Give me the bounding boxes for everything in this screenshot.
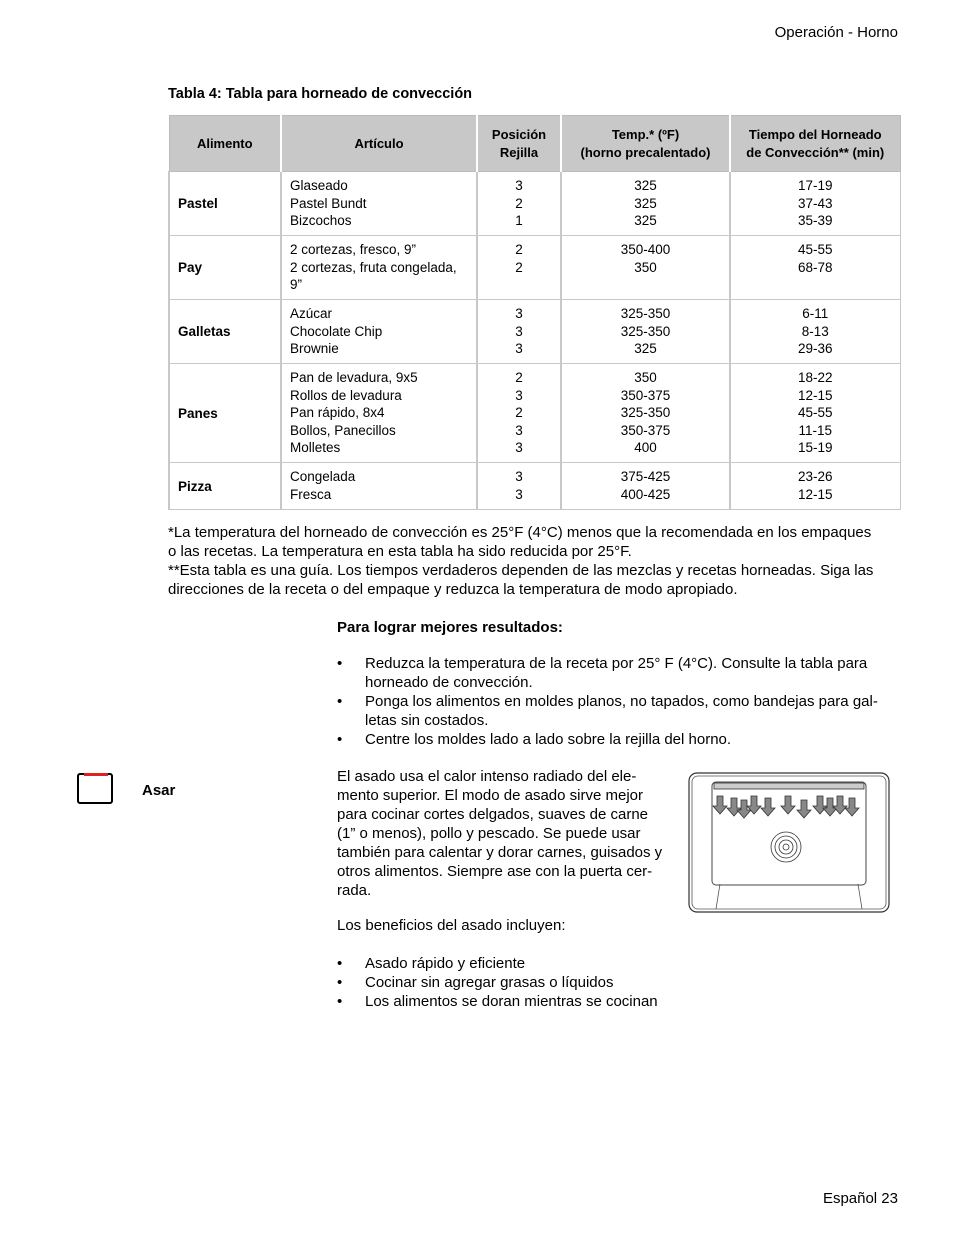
table-header-row [169,116,900,172]
broil-mode-icon [77,773,113,804]
table-row [169,463,900,510]
oven-broil-illustration [688,772,890,913]
time-cell: 18-22 12-15 45-55 11-15 15-19 [730,364,900,463]
footnote-guide: **Esta tabla es una guía. Los tiempos verdaderos dependen de las mezclas y recetas horneadas. Siga las direcciones de la receta o del empaque y reduzca la temperatura de modo apropiado. [168,562,874,598]
bullet-icon: • [337,655,343,672]
broil-indicator-bar [84,773,108,776]
food-cell: Pizza [169,463,281,510]
list-item: • Reduzca la temperatura de la receta por 25° F (4°C). Consulte la tabla para horneado de convección. [337,655,868,691]
item-cell: Azúcar Chocolate Chip Brownie [281,300,477,364]
page-footer: Español 23 [822,1190,898,1207]
footnote-temperature: *La temperatura del horneado de convección es 25°F (4°C) menos que la recomendada en los empaques o las recetas. La temperatura en esta tabla ha sido reducida por 25°F. [168,524,872,560]
item-cell: Pan de levadura, 9x5 Rollos de levadura Pan rápido, 8x4 Bollos, Panecillos Molletes [281,364,477,463]
temp-cell: 350 350-375 325-350 350-375 400 [561,364,730,463]
broil-benefits-title: Los beneficios del asado incluyen: [337,917,566,934]
bullet-icon: • [337,993,343,1010]
bullet-icon: • [337,731,343,748]
list-item: • Centre los moldes lado a lado sobre la rejilla del horno. [337,731,732,748]
bullet-icon: • [337,693,343,710]
list-item: • Asado rápido y eficiente [337,955,526,972]
page-header: Operación - Horno [774,24,898,41]
col-header-temp: Temp.* (ºF) (horno precalentado) [561,116,730,172]
table-row [169,172,900,236]
item-cell: Glaseado Pastel Bundt Bizcochos [281,172,477,236]
bullet-icon: • [337,955,343,972]
food-cell: Pastel [169,172,281,236]
table-row [169,300,900,364]
food-cell: Pay [169,236,281,300]
rack-cell: 3 3 [477,463,561,510]
tips-title: Para lograr mejores resultados: [337,619,563,636]
col-header-food: Alimento [169,116,281,172]
bullet-icon: • [337,974,343,991]
food-cell: Galletas [169,300,281,364]
rack-cell: 3 3 3 [477,300,561,364]
temp-cell: 350-400 350 [561,236,730,300]
list-item: • Ponga los alimentos en moldes planos, no tapados, como bandejas para gal- letas sin costados. [337,693,878,729]
temp-cell: 375-425 400-425 [561,463,730,510]
item-cell: 2 cortezas, fresco, 9” 2 cortezas, fruta congelada, 9” [281,236,477,300]
tips-list [337,654,901,749]
list-item: • Cocinar sin agregar grasas o líquidos [337,974,614,991]
broil-description: El asado usa el calor intenso radiado del ele- mento superior. El modo de asado sirve mejor para cocinar cortes delgados, suaves de carne (1” o menos), pollo y pescado. Se puede usar también para calentar y dorar carnes, guisados y otros alimentos. Siempre ase con la puerta cer- rada. [337,768,663,899]
broil-heading: Asar [142,782,176,799]
time-cell: 17-19 37-43 35-39 [730,172,900,236]
rack-cell: 3 2 1 [477,172,561,236]
food-cell: Panes [169,364,281,463]
table-row [169,364,900,463]
time-cell: 6-11 8-13 29-36 [730,300,900,364]
item-cell: Congelada Fresca [281,463,477,510]
rack-cell: 2 2 [477,236,561,300]
rack-cell: 2 3 2 3 3 [477,364,561,463]
list-item: • Los alimentos se doran mientras se cocinan [337,993,658,1010]
col-header-item: Artículo [281,116,477,172]
convection-baking-table [168,115,901,510]
broil-benefits-list [337,954,901,1011]
temp-cell: 325 325 325 [561,172,730,236]
table-row [169,236,900,300]
time-cell: 45-55 68-78 [730,236,900,300]
col-header-rack: Posición Rejilla [477,116,561,172]
col-header-time: Tiempo del Horneado de Convección** (min) [730,116,900,172]
temp-cell: 325-350 325-350 325 [561,300,730,364]
time-cell: 23-26 12-15 [730,463,900,510]
table-caption: Tabla 4: Tabla para horneado de convección [168,86,473,102]
